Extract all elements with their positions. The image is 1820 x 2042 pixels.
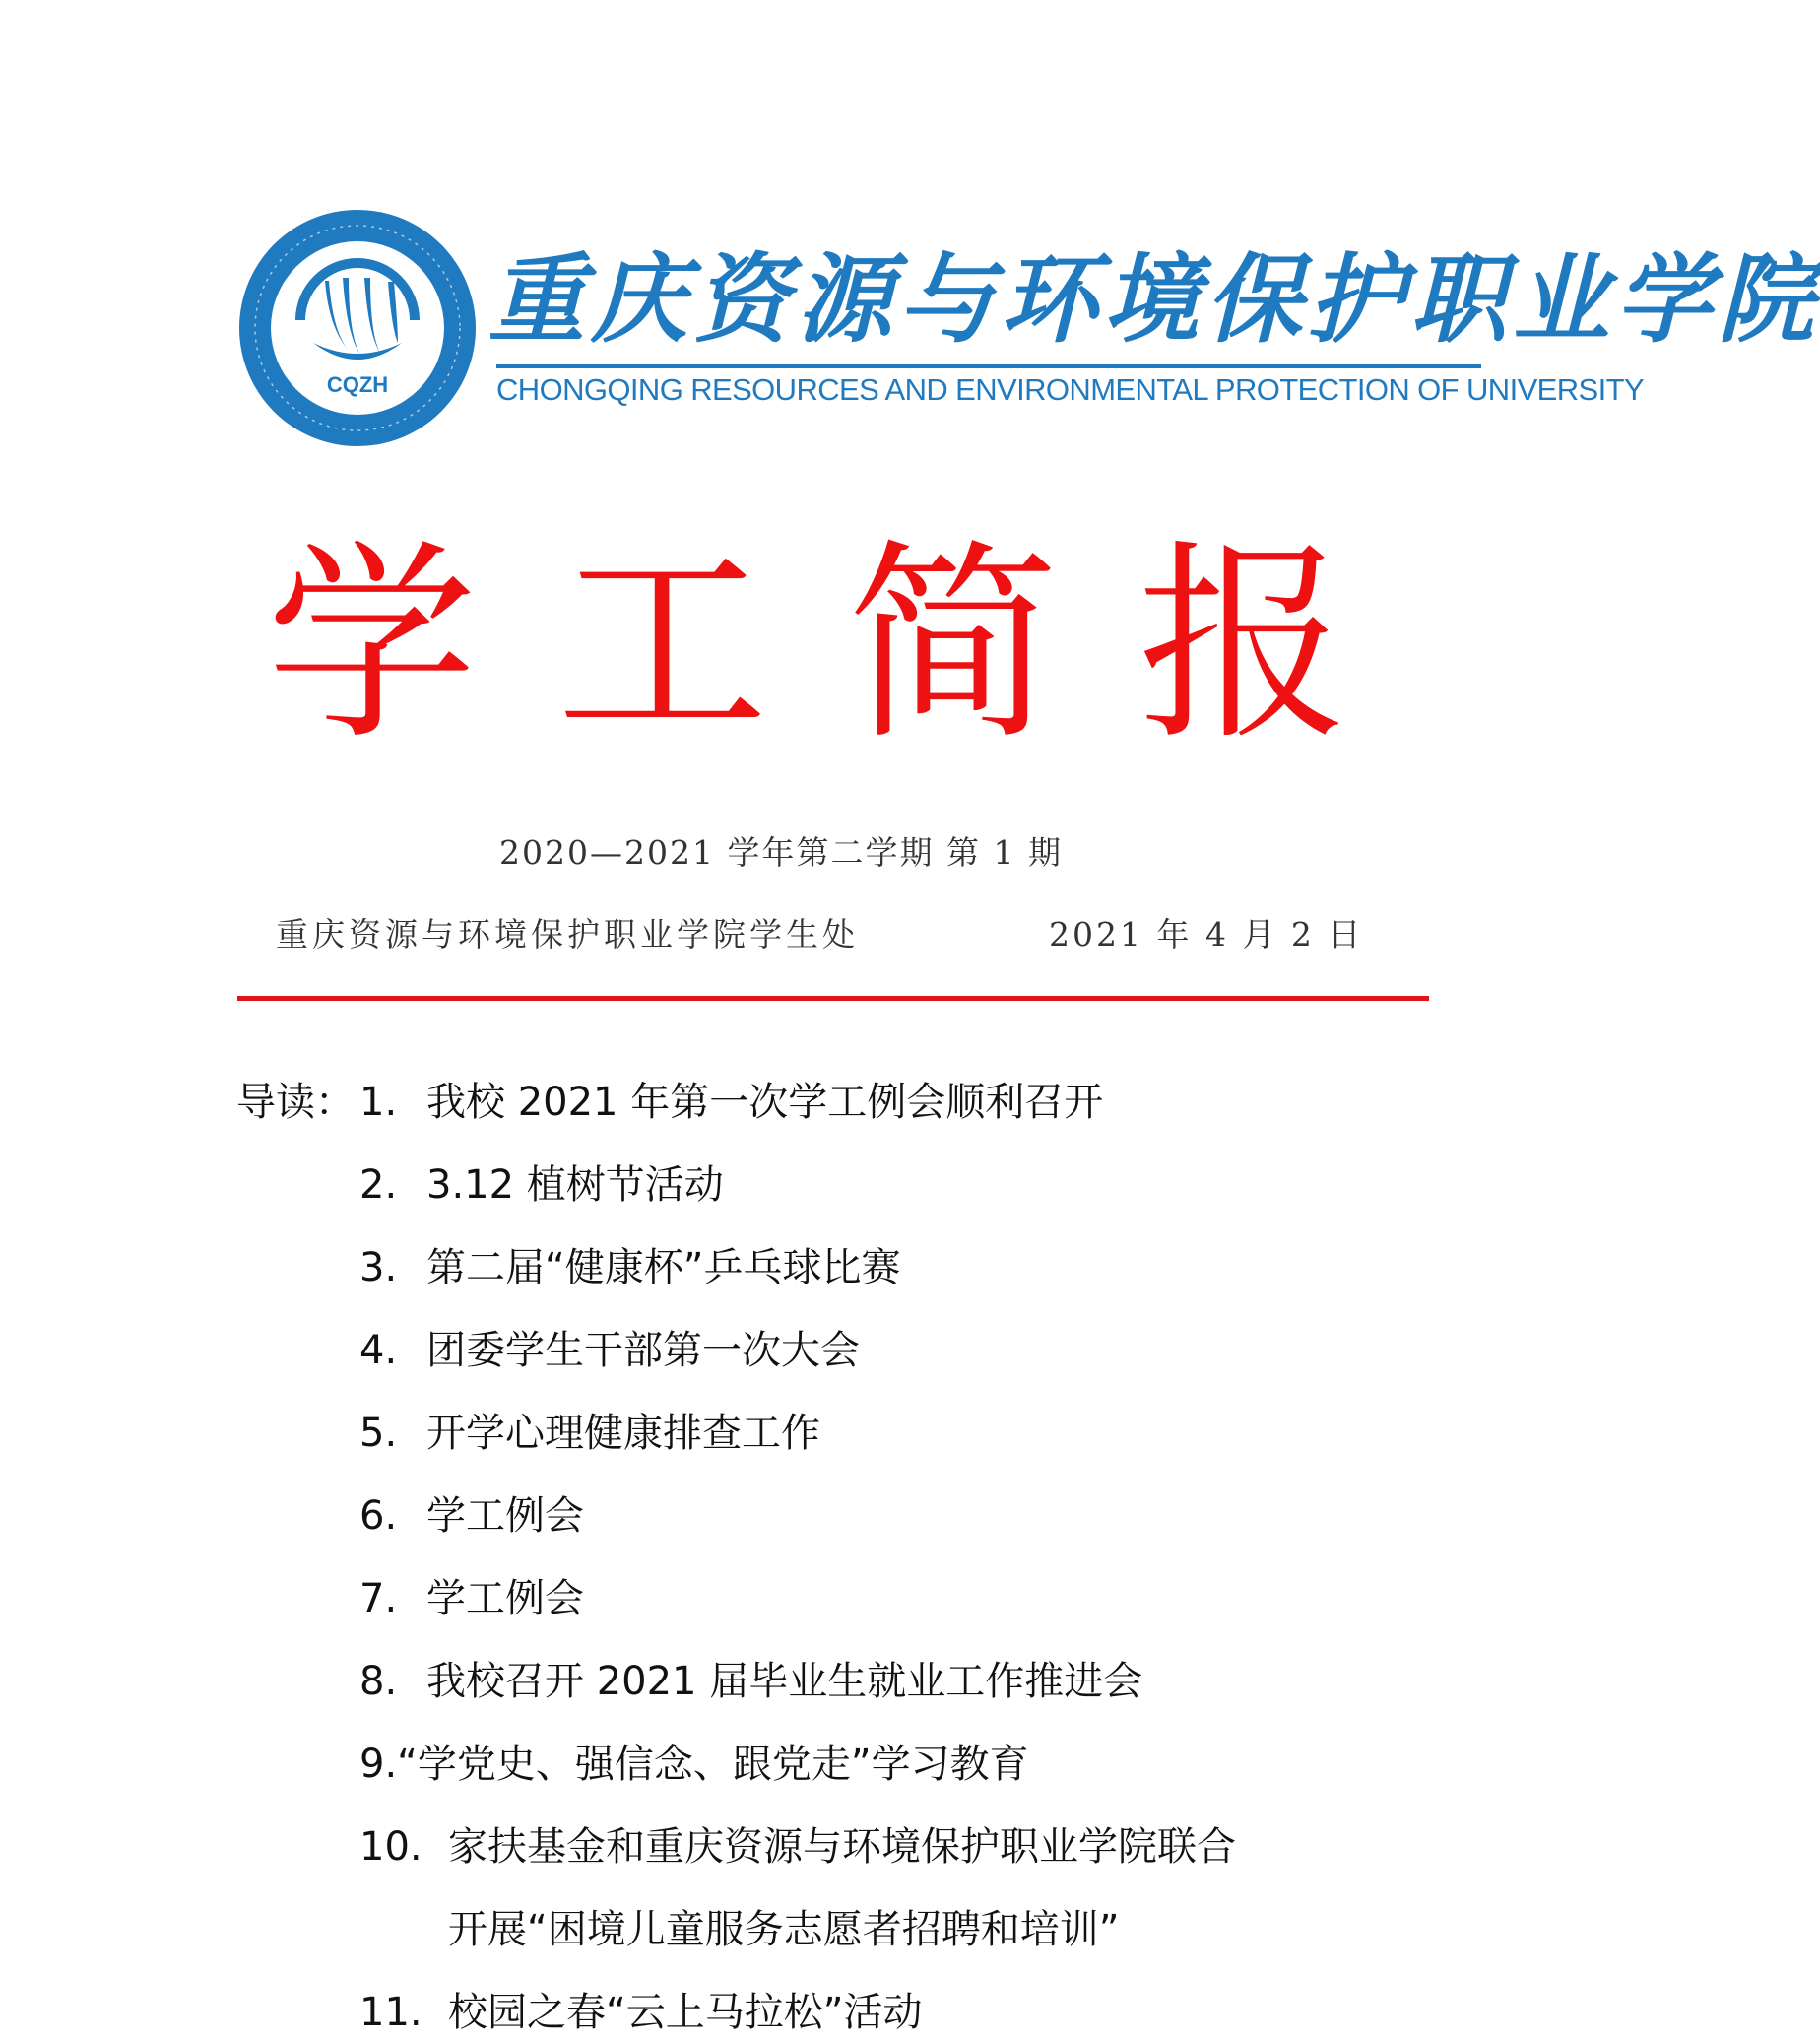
toc-item-number: 7. xyxy=(359,1576,398,1621)
toc-item xyxy=(359,1236,900,1292)
masthead-char: 报 xyxy=(1138,521,1349,768)
toc-item xyxy=(359,1484,584,1541)
toc-item xyxy=(359,1650,1142,1706)
toc-item-title: 校园之春“云上马拉松”活动 xyxy=(448,1990,923,2035)
college-name-en: CHONGQING RESOURCES AND ENVIRONMENTAL PROTECTION OF UNIVERSITY xyxy=(496,372,1645,407)
toc-lead: 导读： xyxy=(236,1080,355,1125)
issue-line: 2020—2021 学年第二学期 第 1 期 xyxy=(499,833,1063,872)
toc-item-number: 10. xyxy=(359,1824,422,1870)
masthead-char: 学 xyxy=(266,521,478,768)
toc-item xyxy=(359,1981,922,2037)
college-emblem-icon xyxy=(234,197,481,459)
toc-item-title: 3.12 植树节活动 xyxy=(426,1162,724,1208)
toc-item xyxy=(359,1815,1236,1872)
toc-item xyxy=(359,1567,584,1623)
toc-item-number: 9. xyxy=(359,1742,398,1787)
toc-item xyxy=(359,1153,724,1210)
toc-item-title: 开学心理健康排查工作 xyxy=(426,1411,820,1456)
publish-date: 2021 年 4 月 2 日 xyxy=(1049,915,1364,954)
toc-item xyxy=(359,1402,820,1458)
toc-item-title: 家扶基金和重庆资源与环境保护职业学院联合 xyxy=(448,1824,1236,1870)
toc-item-title: 我校 2021 年第一次学工例会顺利召开 xyxy=(426,1080,1104,1125)
masthead-title xyxy=(266,521,1349,768)
toc-item-number: 6. xyxy=(359,1493,398,1539)
toc-item-number: 1. xyxy=(359,1080,398,1125)
toc-item-title: 学工例会 xyxy=(426,1576,584,1621)
toc-item-title: 我校召开 2021 届毕业生就业工作推进会 xyxy=(426,1659,1143,1704)
college-logo xyxy=(234,197,1820,463)
toc-item-title: 第二届“健康杯”乒乓球比赛 xyxy=(426,1245,901,1290)
toc-item-continuation xyxy=(359,1898,1119,1954)
toc-item-title: 学工例会 xyxy=(426,1493,584,1539)
department: 重庆资源与环境保护职业学院学生处 xyxy=(276,915,859,954)
toc-item-title-line2: 开展“困境儿童服务志愿者招聘和培训” xyxy=(448,1907,1120,1952)
toc-item xyxy=(359,1319,860,1375)
masthead-char: 工 xyxy=(556,521,768,768)
logo-divider xyxy=(496,364,1481,368)
toc-item xyxy=(359,1733,1029,1789)
toc-item-title: “学党史、强信念、跟党走”学习教育 xyxy=(397,1742,1029,1787)
toc-item-number: 5. xyxy=(359,1411,398,1456)
college-name-cn: 重庆资源与环境保护职业学院 xyxy=(488,243,1820,357)
toc-item xyxy=(359,1071,1103,1127)
toc-item-number: 8. xyxy=(359,1659,398,1704)
toc-item-number: 11. xyxy=(359,1990,422,2035)
toc-item-number: 4. xyxy=(359,1328,398,1373)
toc-item-title: 团委学生干部第一次大会 xyxy=(426,1328,860,1373)
toc-item-number: 3. xyxy=(359,1245,398,1290)
emblem-label: CQZH xyxy=(326,372,389,397)
header-divider xyxy=(237,996,1429,1001)
toc-item-number: 2. xyxy=(359,1162,398,1208)
masthead-char: 简 xyxy=(847,521,1059,768)
